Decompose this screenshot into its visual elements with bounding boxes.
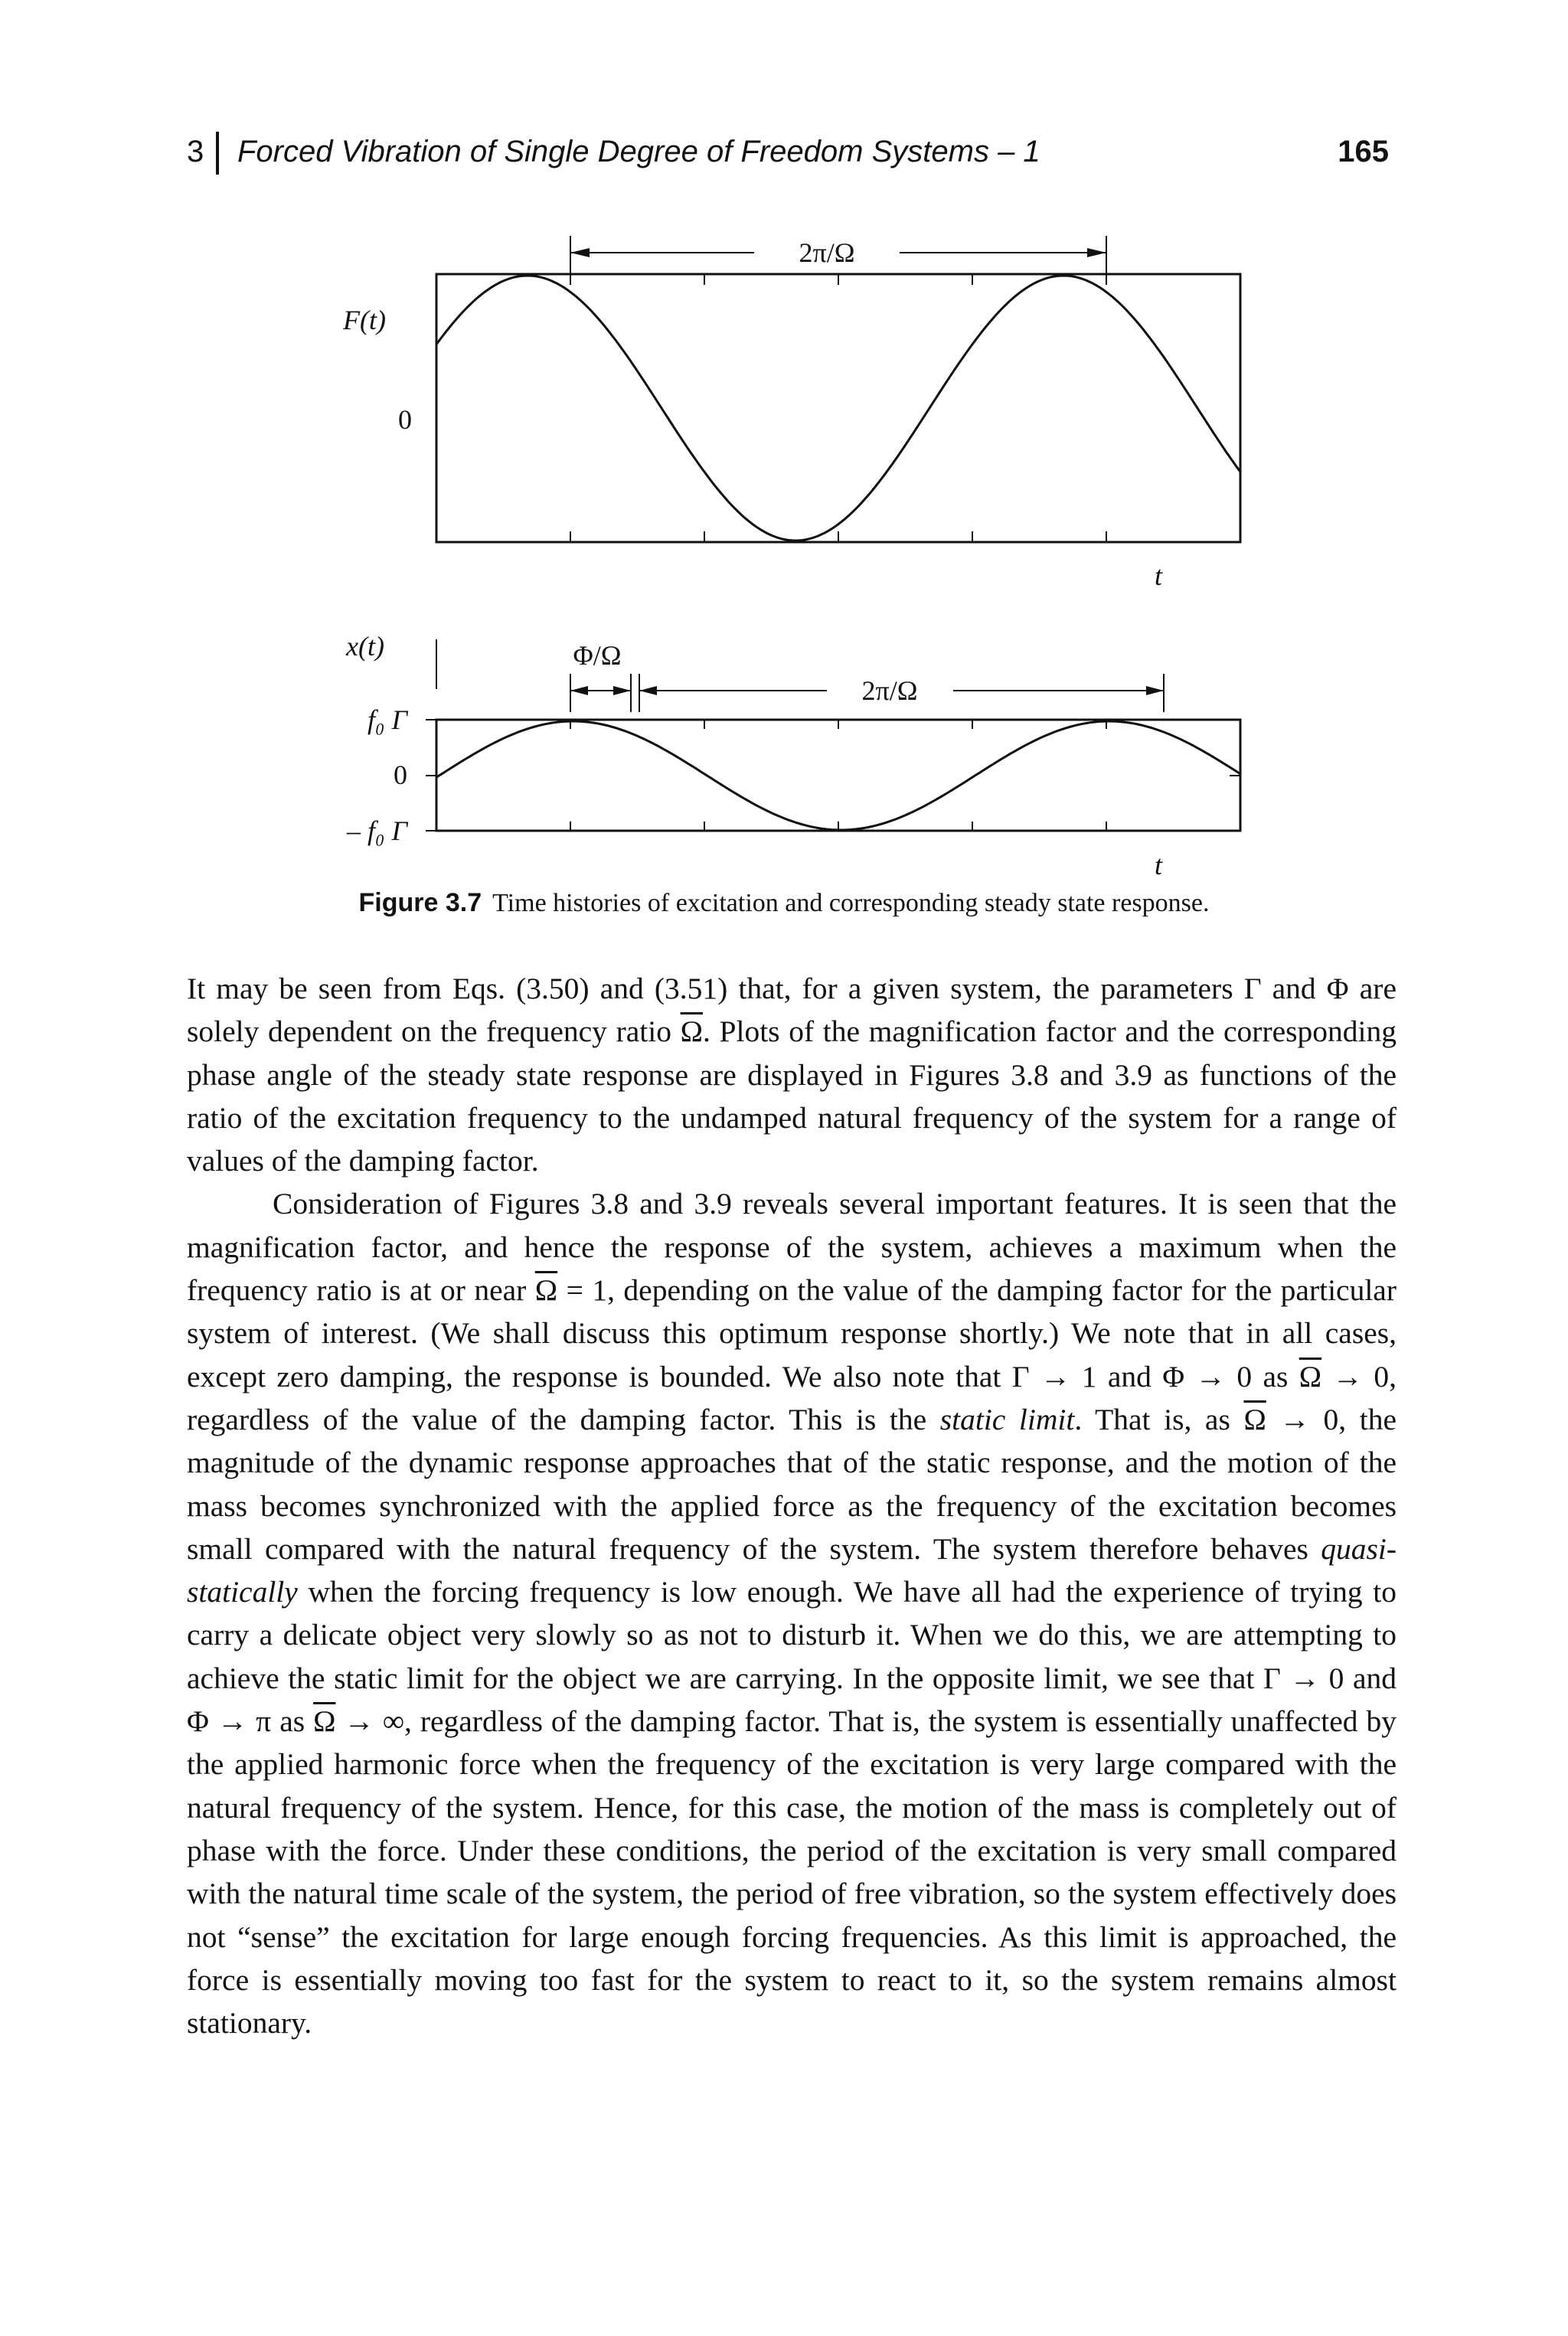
response-tick-top: f₀ Γ — [368, 704, 407, 735]
equation-run: → 0 — [1266, 1402, 1339, 1436]
response-tick-zero: 0 — [394, 760, 407, 790]
excitation-curve — [436, 276, 1240, 541]
excitation-plot-frame — [436, 274, 1240, 542]
response-xlabel: t — [1155, 850, 1163, 880]
text-run: , depending on the value of the damping factor for the particular system of interest. (We shall discuss this optimum response shortly.) We note that in all cases, except zero damping, the response is bounded. We also note that — [187, 1273, 1396, 1393]
text-run: and — [1261, 972, 1327, 1005]
text-run: , the magnitude of the dynamic response approaches that of the static response, and the motion of the mass becomes synchronized with the applied force as the frequency of the excitation becomes small compared with the natural frequency of the system. The system therefore behaves — [187, 1402, 1397, 1566]
text-run: . That is, as — [1074, 1402, 1244, 1436]
body-text — [187, 967, 1396, 2044]
paragraph-2 — [187, 1182, 1396, 2044]
excitation-xlabel: t — [1155, 560, 1163, 591]
emphasis-static-limit: static limit — [939, 1402, 1075, 1436]
caption-text: Time histories of excitation and corresponding steady state response. — [492, 889, 1210, 917]
text-run: are solely dependent on the frequency ratio — [187, 972, 1396, 1049]
text-run: when the forcing frequency is low enough. We have all had the experience of trying to carry a delicate object very slowly so as not to disturb it. When we do this, we are attempting to achieve the static limit for the object we are carrying. In the opposite limit, we see that — [187, 1575, 1396, 1695]
page-number: 165 — [1338, 135, 1389, 168]
symbol-gamma: Γ — [1243, 972, 1262, 1005]
equation-run: Φ → 0 — [1162, 1359, 1253, 1393]
text-run: Consideration of Figures 3.8 and 3.9 reveals several important features. It is seen that the magnification factor, and hence the response of the system, achieves a maximum when the frequency ratio is at or near — [187, 1187, 1396, 1308]
excitation-ylabel: F(t) — [343, 305, 386, 335]
response-period-arrowhead-left — [639, 686, 657, 695]
response-plot-frame — [436, 720, 1240, 831]
figure-caption — [0, 888, 1568, 918]
paragraph-1 — [187, 967, 1396, 1182]
text-run: and — [1096, 1359, 1163, 1393]
text-run: as — [271, 1704, 314, 1739]
equation-run: Γ → 1 — [1011, 1359, 1097, 1393]
response-period-label: 2π/Ω — [861, 675, 918, 706]
symbol-omega-bar: $\overline{\Omega}$ — [534, 1273, 558, 1308]
equation-run: → ∞ — [335, 1704, 404, 1739]
response-tick-bottom: – f₀ Γ — [347, 815, 407, 846]
chapter-number: 3 — [187, 135, 204, 168]
text-run: and — [1344, 1661, 1396, 1695]
response-ticks — [426, 720, 1240, 831]
text-run: , regardless of the damping factor. That is, the system is essentially unaffected by the applied harmonic force when the frequency of the excitation is very large compared with the natural frequency of the system. Hence, for this case, the motion of the mass is completely out of phase with the force. Under these conditions, the period of the excitation is very small compared with the natural time scale of the system, the period of free vibration, so the system effectively does not “sense” the excitation for large enough forcing frequencies. As this limit is approached, the force is essentially moving too fast for the system to react to it, so the system remains almost stationary. — [187, 1704, 1396, 2040]
equation-run: = 1 — [557, 1273, 608, 1308]
emphasis-quasi-statically: quasi-statically — [187, 1531, 1396, 1609]
excitation-plot — [342, 236, 1240, 591]
excitation-arrowhead-left — [570, 248, 590, 257]
excitation-ticks — [570, 274, 1106, 542]
response-curve — [436, 721, 1240, 830]
equation-run: Φ → π — [187, 1704, 272, 1739]
text-run: . Plots of the magnification factor and the corresponding phase angle of the steady state response are displayed in Figures 3.8 and 3.9 as functions of the ratio of the excitation frequency to the undamped natural frequency of the system for a range of values of the damping factor. — [187, 1014, 1396, 1178]
text-run: , regardless of the value of the damping factor. This is the — [187, 1359, 1396, 1436]
phase-lag-label: Φ/Ω — [573, 640, 622, 671]
symbol-omega-bar: $\overline{\Omega}$ — [313, 1704, 336, 1739]
symbol-omega-bar: $\overline{\Omega}$ — [1298, 1359, 1322, 1393]
excitation-period-label: 2π/Ω — [799, 237, 855, 268]
response-ylabel: x(t) — [346, 631, 384, 662]
text-run: It may be seen from Eqs. (3.50) and (3.51) that, for a given system, the parameters — [187, 972, 1244, 1005]
caption-label: Figure 3.7 — [358, 888, 482, 917]
phase-arrowhead-right — [613, 686, 631, 695]
figure-3-7 — [0, 0, 1568, 919]
response-plot — [345, 631, 1240, 880]
response-period-arrowhead-right — [1146, 686, 1164, 695]
symbol-omega-bar: $\overline{\Omega}$ — [1243, 1402, 1266, 1436]
equation-run: Γ → 0 — [1263, 1661, 1344, 1695]
symbol-omega-bar: $\overline{\Omega}$ — [680, 1014, 703, 1049]
phase-arrowhead-left — [570, 686, 588, 695]
equation-run: → 0 — [1321, 1359, 1390, 1393]
text-run: as — [1252, 1359, 1299, 1393]
chapter-title: Forced Vibration of Single Degree of Freedom Systems – 1 — [237, 135, 1040, 168]
excitation-zero-label: 0 — [398, 404, 412, 435]
symbol-phi: Φ — [1326, 972, 1349, 1005]
excitation-arrowhead-right — [1087, 248, 1106, 257]
